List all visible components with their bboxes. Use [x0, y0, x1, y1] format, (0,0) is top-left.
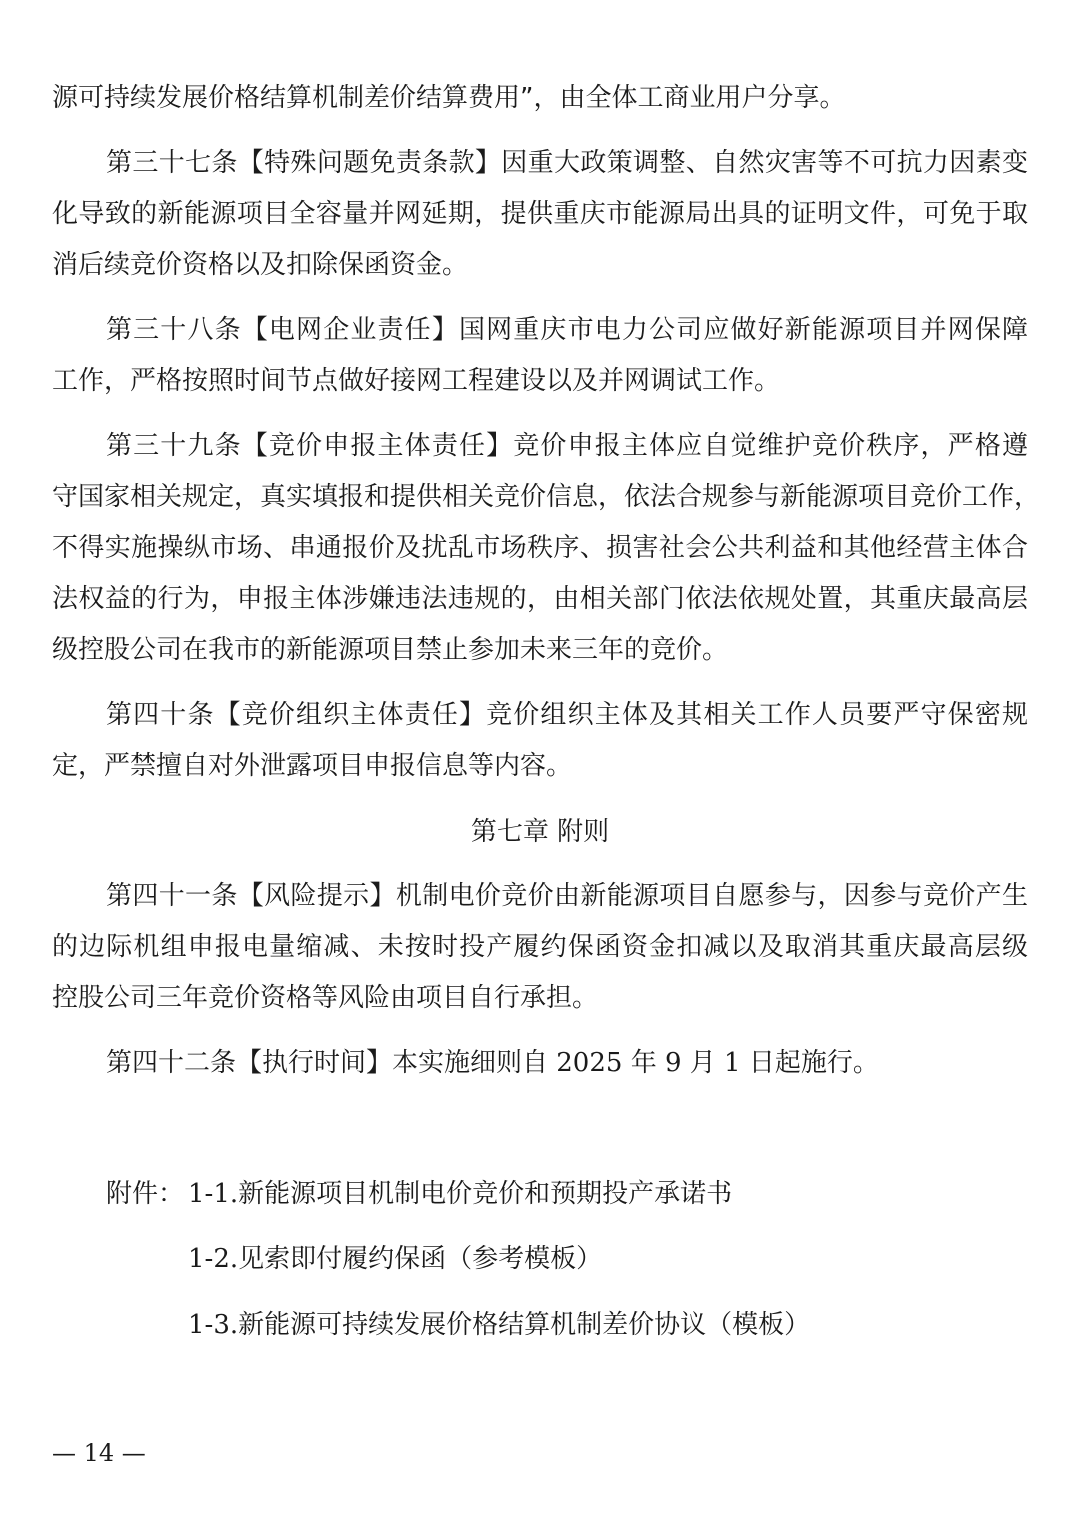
attachment-title: 新能源项目机制电价竞价和预期投产承诺书 — [238, 1179, 733, 1209]
article-39-line: 级控股公司在我市的新能源项目禁止参加未来三年的竞价。 — [52, 635, 729, 665]
article-42-line — [106, 1046, 1028, 1080]
article-42-day: 1 — [724, 1048, 741, 1078]
article-41-line: 的边际机组申报电量缩减、未按时投产履约保函资金扣减以及取消其重庆最高层级 — [52, 932, 1028, 962]
article-42-year: 2025 — [556, 1048, 623, 1078]
article-41-line: 第四十一条【风险提示】机制电价竞价由新能源项目自愿参与，因参与竞价产生 — [106, 881, 1028, 911]
article-42-text: 日起施行。 — [740, 1048, 879, 1078]
article-40-line: 第四十条【竞价组织主体责任】竞价组织主体及其相关工作人员要严守保密规 — [106, 700, 1028, 730]
attachment-number: 1-2. — [188, 1244, 239, 1274]
paragraph-line: 源可持续发展价格结算机制差价结算费用”，由全体工商业用户分享。 — [52, 83, 846, 113]
attachment-label: 附件： — [106, 1179, 185, 1209]
article-40-line: 定，严禁擅自对外泄露项目申报信息等内容。 — [52, 751, 573, 781]
chapter-heading: 第七章 附则 — [470, 817, 610, 847]
article-37-line: 第三十七条【特殊问题免责条款】因重大政策调整、自然灾害等不可抗力因素变 — [106, 148, 1028, 178]
article-37-line: 消后续竞价资格以及扣除保函资金。 — [52, 250, 469, 280]
attachment-item — [188, 1242, 602, 1276]
article-38-line: 第三十八条【电网企业责任】国网重庆市电力公司应做好新能源项目并网保障 — [106, 315, 1028, 345]
article-39-line: 第三十九条【竞价申报主体责任】竞价申报主体应自觉维护竞价秩序，严格遵 — [106, 431, 1028, 461]
article-41-line: 控股公司三年竞价资格等风险由项目自行承担。 — [52, 983, 599, 1013]
attachment-item — [188, 1308, 810, 1342]
attachment-number: 1-3. — [188, 1310, 239, 1340]
attachment-title: 见索即付履约保函（参考模板） — [238, 1244, 603, 1274]
article-42-month: 9 — [664, 1048, 682, 1078]
article-42-text: 月 — [681, 1048, 725, 1078]
article-42-text: 年 — [622, 1048, 665, 1078]
attachment-item — [188, 1177, 732, 1211]
attachment-title: 新能源可持续发展价格结算机制差价协议（模板） — [238, 1310, 811, 1340]
article-39-line: 不得实施操纵市场、串通报价及扰乱市场秩序、损害社会公共利益和其他经营主体合 — [52, 533, 1028, 563]
article-42-text: 第四十二条【执行时间】本实施细则自 — [106, 1048, 557, 1078]
page-number: — 14 — — [52, 1439, 146, 1467]
article-39-line: 守国家相关规定，真实填报和提供相关竞价信息，依法合规参与新能源项目竞价工作， — [52, 482, 1041, 512]
attachment-number: 1-1. — [188, 1179, 239, 1209]
article-39-line: 法权益的行为，申报主体涉嫌违法违规的，由相关部门依法依规处置，其重庆最高层 — [52, 584, 1028, 614]
article-38-line: 工作，严格按照时间节点做好接网工程建设以及并网调试工作。 — [52, 366, 781, 396]
article-37-line: 化导致的新能源项目全容量并网延期，提供重庆市能源局出具的证明文件，可免于取 — [52, 199, 1028, 229]
